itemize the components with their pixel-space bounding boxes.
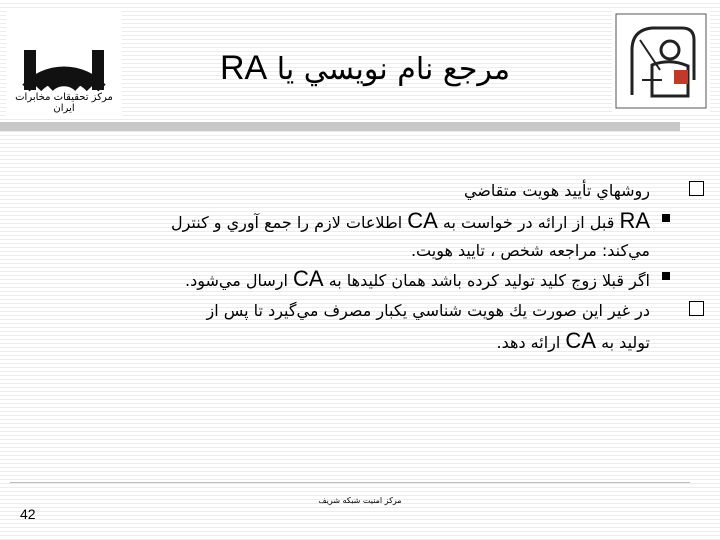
bullet-text: مي‌كند: مراجعه شخص ، تاييد هويت.: [410, 241, 650, 260]
bullet-text: روشهاي تأييد هويت متقاضي: [463, 181, 650, 200]
logo-caption: مرکز تحقیقات مخابرات ایران: [15, 92, 113, 114]
filled-square-bullet-icon: [662, 272, 670, 280]
acronym-ca: CA: [293, 266, 324, 291]
footer-divider: [10, 482, 690, 483]
organization-logo-right: [612, 10, 710, 112]
bullet-text: قبل از ارائه در خواست به: [442, 213, 615, 232]
title-divider-bar: [0, 122, 680, 131]
footer-label: مرکز امنیت شبکه شریف: [318, 496, 402, 505]
hollow-square-bullet-icon: [689, 181, 704, 196]
acronym-ca: CA: [565, 328, 596, 353]
bullet-item-4-continuation: [54, 326, 676, 358]
hollow-square-bullet-icon: [689, 301, 704, 316]
figure-logo-icon: [612, 10, 710, 112]
slide-title: [130, 46, 600, 92]
wave-logo-icon: [6, 10, 122, 100]
acronym-ra: RA: [619, 208, 650, 233]
slide-content: [54, 176, 676, 358]
bullet-item-2-continuation: [54, 238, 676, 264]
title-persian: مرجع نام نويسي يا: [276, 52, 511, 87]
bullet-text: اگر قبلا زوج كليد توليد كرده باشد همان كليدها به: [328, 271, 650, 290]
bullet-text: توليد به: [601, 333, 650, 352]
bullet-text-tail: اطلاعات لازم را جمع آوري و كنترل: [170, 213, 403, 232]
bullet-item-4: [54, 296, 676, 326]
bullet-item-2: [54, 206, 676, 238]
organization-logo-left: [6, 10, 122, 116]
bullet-text: در غير اين صورت يك هويت شناسي يكبار مصرف مي‌گيرد تا پس از: [206, 301, 650, 320]
acronym-ca: CA: [407, 208, 438, 233]
bullet-text-tail: ارائه دهد.: [496, 333, 561, 352]
filled-square-bullet-icon: [662, 214, 670, 222]
bullet-text-tail: ارسال مي‌شود.: [184, 271, 288, 290]
bullet-item-3: [54, 264, 676, 296]
page-number: 42: [20, 506, 36, 522]
bullet-item-1: [54, 176, 676, 206]
title-latin: RA: [219, 49, 268, 87]
